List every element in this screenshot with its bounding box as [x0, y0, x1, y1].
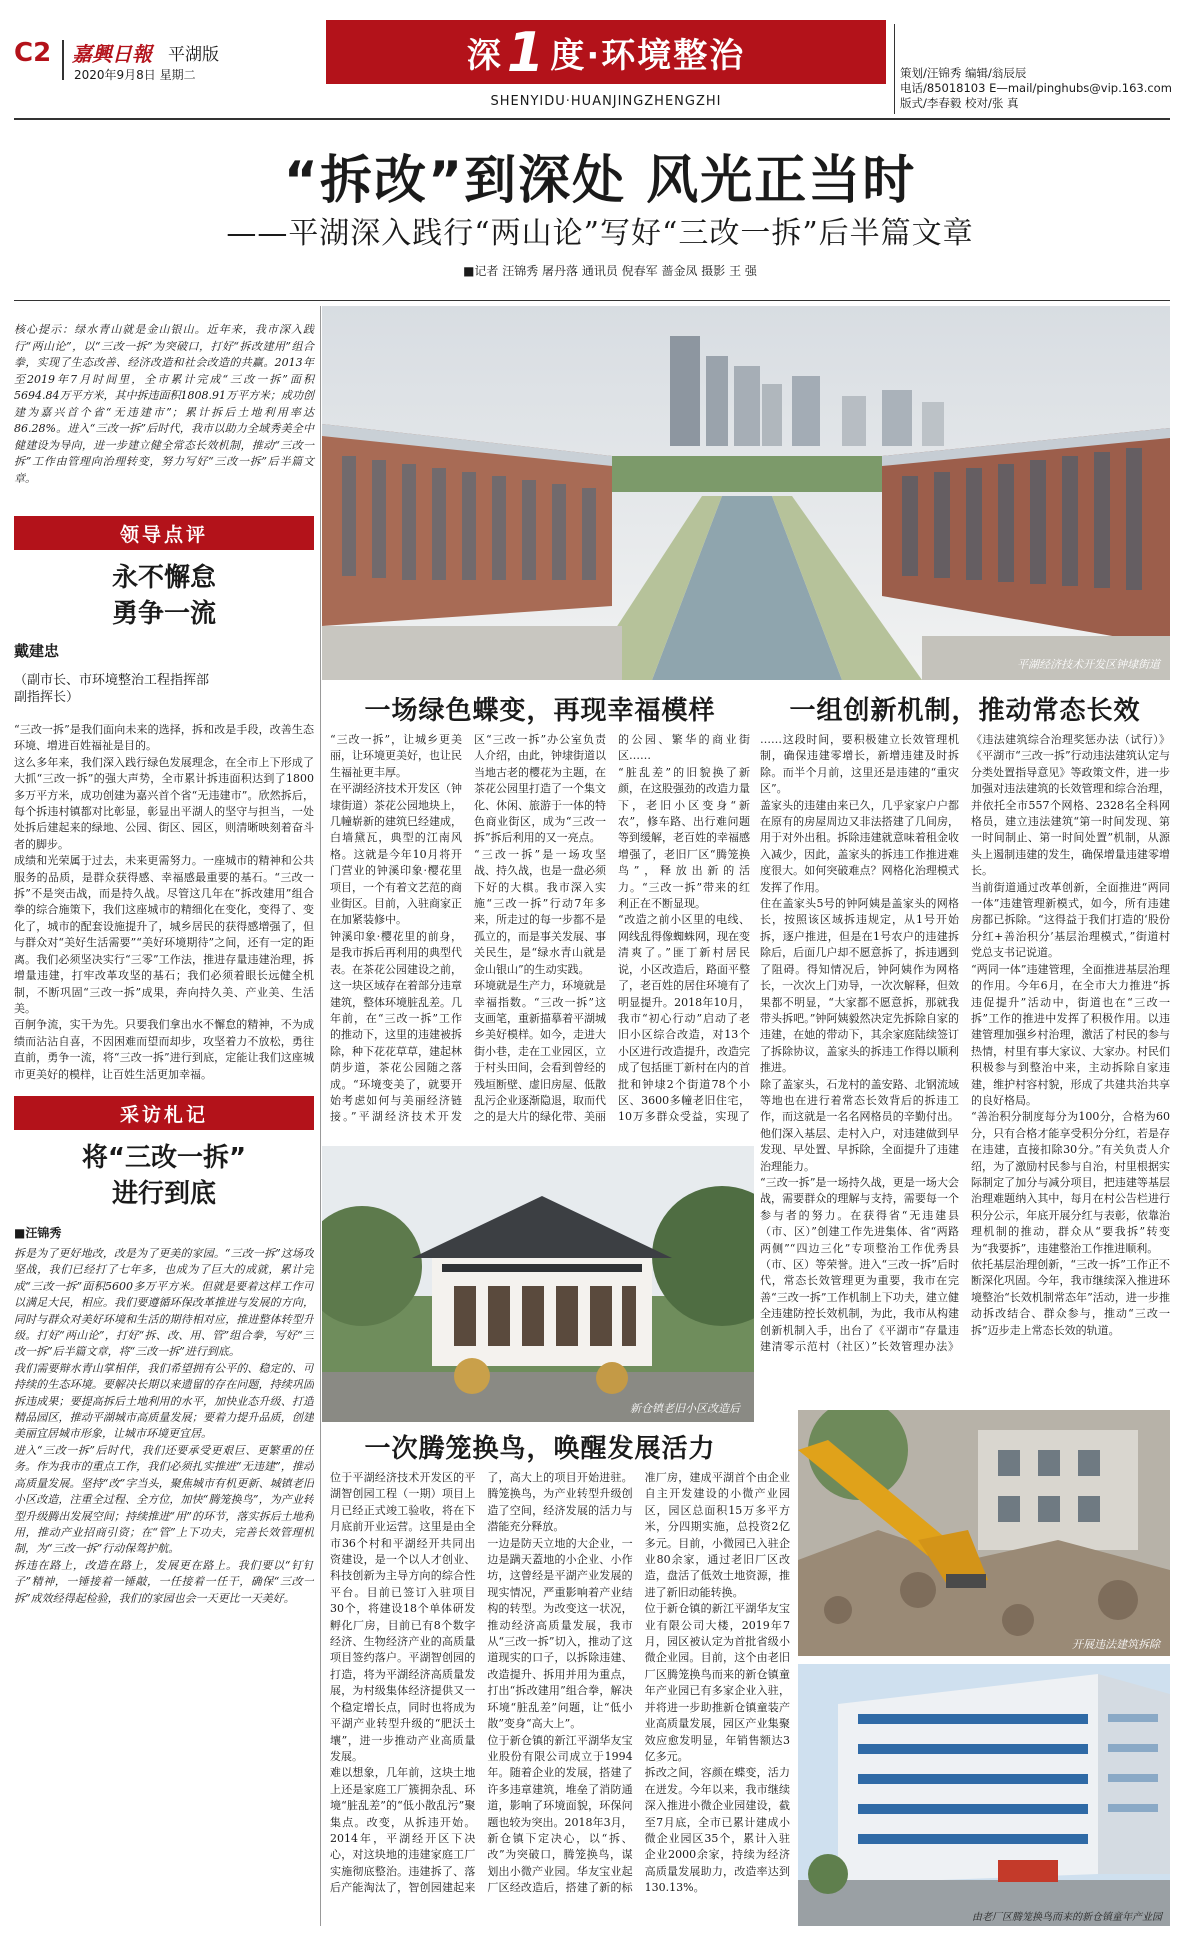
section2-body: ……这段时间，要积极建立长效管理机制，确保违建零增长，新增违建及时拆除。而半个月前，这里还是违建的“重灾区”。 盖家头的违建由来已久，几乎家家户户都在原有的房屋周边又非法搭建了几间房，用于对外出租。拆除违建就意味着租金收入减少，因此，盖家头的拆违工作推进难度很大。如何突破难点？网格化治理模式发挥了作用。 住在盖家头5号的钟阿姨是盖家头的网格长，按照该区域拆违规定，从1号开始拆，逐户推进，但是在1号农户的违建拆除后，后面几户却不愿意拆了，拆违遇到了阻碍。得知情况后，钟阿姨作为网格长，一次次上门劝导，一次次解释，但效果都不明显，“大家都不愿意拆，那就我带头拆吧。”钟阿姨毅然决定先拆除自家的违建，在她的带动下，其余家庭陆续签订了拆除协议，盖家头的拆违工作得以顺利推进。 除了盖家头，石龙村的盖安路、北钢流域等地也在进行着常态长效背后的拆违工作，而这就是一名名网格员的辛勤付出。他们深入基层、走村入户，对违建做到早发现、早处置、早拆除，全面提升了违建治理能力。 “三改一拆”是一场持久战，更是一场大会战，需要群众的理解与支持，需要每一个参与者的努力。在获得省“无违建县（市、区）”创建工作先进集体、省“两路两侧”“四边三化”专项整治工作优秀县（市、区）等荣誉。进入“三改一拆”后时代，常态长效管理更为重要，我市在完善“三改一拆”工作机制上下功夫，建立健全违建防控长效机制，为此，我市从构建创新机制入手，出台了《平湖市“存量违建清零示范村（社区）”长效管理办法》《违法建筑综合治理奖惩办法（试行）》《平湖市“三改一拆”行动违法建筑认定与分类处置指导意见》等政策文件，进一步加强对违法建筑的长效管理和综合治理，并依托全市557个网格、2328名全科网格员，建立违法建筑“第一时间发现、第一时间制止、第一时间处置”机制，从源头上遏制违建的发生，确保增量违建零增长。 当前街道通过改革创新，全面推进“两同一体”违建管理新模式，如今，所有违建房都已拆除。“这得益于我们打造的‘股份分红+善治积分’基层治理模式，”街道村党总支书记说道。 “两同一体”违建管理，全面推进基层治理的作用。今年6月，在全市大力推进“拆违促提升”活动中，街道也在“三改一拆”工作的推进中发挥了积极作用。以违建管理加强乡村治理，激活了村民的参与热情，村里有事大家议、大家办。村民们积极参与到整治中来，主动拆除自家违建，维护村容村貌，形成了共建共治共享的良好格局。 “善治积分制度每分为100分，合格为60分，只有合格才能享受积分分红，若是存在违建，直接扣除30分。”有关负责人介绍，为了激励村民参与自治，村里根据实际制定了加分与减分项目，把违建等基层治理难题纳入其中，每月在村公告栏进行积分公示，年底开展分红与表彰，依靠治理机制的推动，群众从“要我拆”转变为“我要拆”，违建整治工作推进顺利。 依托基层治理创新，“三改一拆”工作正不断深化巩固。今年，我市继续深入推进环境整治“长效机制常态年”活动，进一步推动拆改结合、群众参与，推动“三改一拆”迈步走上常态长效的轨道。	[760, 733, 1170, 1354]
banner-pinyin: SHENYIDU·HUANJINGZHENGZHI	[490, 94, 722, 109]
section1-body: “三改一拆”，让城乡更美丽，让环境更美好，也让民生福祉更丰厚。 在平湖经济技术开发区（钟埭街道）茶花公园地块上，几幢崭新的建筑巳经建成，白墙黛瓦，典型的江南风格。这就是今年10月将开门营业的钟溪印象·樱花里项目，一个有着文艺范的商业街区。目前，入驻商家正在加紧装修中。 钟溪印象·樱花里的前身，是我市拆后再利用的典型代表。在茶花公园建设之前，这一块区域存在着部分违章建筑，整体环境脏乱差。几年前，在“三改一拆”工作的推动下，这里的违建被拆除，种下花花草草，建起林荫步道，茶花公园随之落成。“环境变美了，就要开始考虑如何与美丽经济链接。”平湖经济技术开发区“三改一拆”办公室负责人介绍，由此，钟埭街道以当地古老的樱花为主题，在茶花公园里打造了一个集文化、休闲、旅游于一体的特色商业街区，成为“三改一拆”拆后利用的又一亮点。 “三改一拆”是一场攻坚战、持久战，也是一盘必须下好的大棋。我市深入实施“三改一拆”行动7年多来，所走过的每一步都不是孤立的，而是事关发展、事关民生，是“绿水青山就是金山银山”的生动实践。 环境就是生产力，环境就是幸福指数。“三改一拆”这支画笔，重新描摹着平湖城乡美好模样。如今，走进大街小巷，走在工业园区，立于村头田间，会看到曾经的残垣断壁、虚旧房屋、低散乱污企业逐渐隐退，取而代之的是大片的绿化带、美丽的公园、繁华的商业街区…… “脏乱差”的旧貌换了新颜，在这股强劲的改造力量下，老旧小区变身“新农”，修车路、出行难问题等到缓解，老百姓的幸福感增强了，老旧厂区“腾笼换鸟”，释放出新的活力。“三改一拆”带来的红利正在不断显现。 “改造之前小区里的电线、网线乱得像蜘蛛网，现在变清爽了。”匪丁新村居民说，小区改造后，路面平整了，老百姓的居住环境有了明显提升。2018年10月，我市“初心行动”启动了老旧小区综合改造，对13个小区进行改造提升，改造完成了包括匪丁新村在内的首批和钟埭2个街道78个小区、3600多幢老旧住宅，10万多群众受益，实现了	[330, 733, 750, 1124]
photo-excavator-demolition	[798, 1410, 1170, 1656]
leader-comment-title-2: 勇争一流	[111, 599, 216, 629]
edition-name: 平湖版	[168, 45, 219, 65]
leader-comment-title-1: 永不懈怠	[111, 563, 216, 593]
left-column-divider	[320, 306, 321, 1926]
interview-notes-tag: 采访札记	[14, 1096, 314, 1130]
leader-comment-tag: 领导点评	[14, 516, 314, 550]
main-headline: “拆改”到深处 风光正当时	[283, 151, 917, 211]
banner-char-deep: 深	[466, 35, 503, 76]
leader-comment-author: 戴建忠	[14, 642, 60, 660]
banner-char-degree: 度·	[550, 35, 602, 76]
section-banner	[326, 20, 886, 84]
photo-excavator-caption: 开展违法建筑拆除	[1072, 1638, 1160, 1651]
credits-divider	[894, 24, 895, 114]
issue-date: 2020年9月8日 星期二	[74, 68, 196, 82]
photo-industrial-park-building	[798, 1664, 1170, 1926]
masthead-rule	[14, 118, 1170, 120]
interview-notes-author: ■汪锦秀	[14, 1226, 62, 1240]
core-summary: 核心提示：绿水青山就是金山银山。近年来，我市深入践行“两山论”，以“三改一拆”为突破口，打好“拆改建用”组合拳，实现了生态改善、经济改造和社会改造的共赢。2013年至2019年7月时间里，全市累计完成“三改一拆”面积5694.84万平方米，其中拆违面积1808.91万平方米；成功创建为嘉兴首个省“无违建市”；累计拆后土地利用率达86.28%。进入“三改一拆”后时代，我市以助力全域秀美全中健建设为导向，进一步建立健全常态长效机制，推动“三改一拆”工作由管理向治理转变，努力写好“三改一拆”后半篇文章。	[14, 323, 314, 485]
interview-notes-title-2: 进行到底	[111, 1179, 216, 1209]
photo-renovated-residence	[322, 1146, 754, 1422]
section2-title: 一组创新机制，推动常态长效	[789, 696, 1141, 726]
photo-industrial-park-caption: 由老厂区腾笼换鸟而来的新仓镇童年产业园	[972, 1912, 1162, 1923]
main-photo-cityscape	[322, 306, 1170, 680]
photo-renovated-residence-caption: 新仓镇老旧小区改造后	[630, 1402, 740, 1415]
main-photo-caption: 平湖经济技术开发区钟埭街道	[1017, 658, 1160, 671]
headline-rule	[14, 300, 1170, 301]
leader-comment-body: “三改一拆”是我们面向未来的选择，拆和改是手段，改善生态环境、增进百姓福祉是目的。 这么多年来，我们深入践行绿色发展理念，在全市上下形成了大抓“三改一拆”的强大声势，全市累计拆违面积达到了1800多万平方米，成功创建为嘉兴首个省“无违建市”。欣然拆后，每个拆违村镇都对比彰显，彰显出平湖人的坚守与担当，一处处拆后建起来的绿地、公园、街区、园区，则清晰映刻着奋斗者的脚步。 成绩和光荣属于过去，未来更需努力。一座城市的精神和公共服务的品质，是群众获得感、幸福感最重要的基石。“三改一拆”不是突击战，而是持久战。尽管这几年在“拆改建用”组合拳的综合施策下，我们这座城市的精细化在变化，变得了、变化了，城市的配套设施提升了，城乡居民的获得感增强了，但与群众对“美好生活需要”“美好环境期待”之间，还有一定的距离。我们必须坚决实行“三零”工作法，推进存量违建治理，拆增量违建，打牢改革攻坚的基石；我们必须着眼长远健全机制，不断巩固“三改一拆”成果，奔向持久美、产业美、生活美。 百舸争流，实干为先。只要我们拿出水不懈怠的精神，不为成绩而沾沾自喜，不因困难而望而却步，攻坚着力不放松，勇往直前，勇争一流，将“三改一拆”进行到底，定能让我们这座城市更美好的模样，让百姓生活更加幸福。	[14, 723, 314, 1081]
section1-title: 一场绿色蝶变，再现幸福模样	[364, 696, 716, 726]
section3-title: 一次腾笼换鸟，唤醒发展活力	[364, 1434, 716, 1464]
newspaper-brand: 嘉興日報	[72, 42, 152, 66]
leader-comment-role: （副市长、市环境整治工程指挥部 副指挥长）	[14, 673, 210, 705]
editorial-credits: 策划/汪锦秀 编辑/翁辰辰 电话/85018103 E—mail/pinghubs@vip.163.com 版式/李春毅 校对/张 真	[900, 66, 1172, 110]
banner-topic: 环境整治	[601, 35, 746, 76]
main-subheadline: ——平湖深入践行“两山论”写好“三改一拆”后半篇文章	[226, 216, 974, 251]
main-byline: ■记者 汪锦秀 屠丹落 通讯员 倪春军 蔷金凤 摄影 王 强	[463, 264, 757, 278]
interview-notes-body: 拆是为了更好地改，改是为了更美的家园。“三改一拆”这场攻坚战，我们已经打了七年多，也成为了巨大的成就，累计完成“三改一拆”面积5600多万平方米。但就是要着这样工作可以满足大民，相应。我们要遵循环保改革推进与发展的方向，同时与群众对美好环境和生活的期待相对应，推进整体转型升级。打好“两山论”，打好“拆、改、用、管”组合拳，写好“三改一拆”后半篇文章，将“三改一拆”进行到底。 我们需要辩水青山掌相伴，我们希望拥有公平的、稳定的、可持续的生态环境。要解决长期以来遗留的存在问题，持续巩固拆违成果；要提高拆后土地利用的水平，加快业态升级、打造精品园区，推动平湖城市高质量发展；要着力提升品质，创建美丽宜居城市形象，让城市环境更宜居。 进入“三改一拆”后时代，我们还要承受更艰巨、更繁重的任务。作为我市的重点工作，我们必须扎实推进“无违建”，推动高质量发展。坚持“改”字当头，聚焦城市有机更新、城镇老旧小区改造，注重全过程、全方位，加快“腾笼换鸟”，为产业转型升级腾出发展空间；持续推进“用”的环节，落实拆后土地利用，推动产业招商引资；在“管”上下功夫，完善长效管理机制，为“三改一拆”行动保驾护航。 拆违在路上，改造在路上，发展更在路上。我们要以“钉钉子”精神，一锤接着一锤敲，一任接着一任干，确保“三改一拆”成效经得起检验，我们的家园也会一天更比一天美好。	[14, 1247, 314, 1605]
interview-notes-title-1: 将“三改一拆”	[81, 1143, 247, 1173]
page-number: C2	[14, 38, 52, 68]
masthead-divider-vertical	[62, 40, 64, 80]
section3-body: 位于平湖经济技术开发区的平湖智创园工程（一期）项目上月已经正式竣工验收，将在下月底前开业运营。这里是由全市36个村和平湖经开共同出资建设，是一个以人才创业、科技创新为主导方向的综合性平台。目前已签订入驻项目30个，将建设18个单体研发孵化厂房，目前已有8个数字经济、生物经济产业的高质量项目签约落户。平湖智创园的打造，将为平湖经济高质量发展，为村级集体经济提供又一个稳定增长点，同时也将成为平湖产业转型升级的“肥沃土壤”，进一步推动产业高质量发展。 难以想象，几年前，这块土地上还是家庭工厂簇拥杂乱、环境“脏乱差”的“低小散乱污”聚集点。改变，从拆违开始。2014年，平湖经开区下决心，对这块地的违建家庭工厂实施彻底整治。违建拆了、落后产能淘汰了，智创园建起来了，高大上的项目开始进驻。腾笼换鸟，为产业转型升级创造了空间，经济发展的活力与潜能充分释放。 一边是防天立地的大企业，一边是蹒天蓋地的小企业、小作坊，这曾经是平湖产业发展的现实情况，严重影响着产业结构的转型。为改变这一状况，推动经济高质量发展，我市从“三改一拆”切入，推动了这道现实的口子，以拆除违建、改造提升、拆用并用为重点，打出“拆改建用”组合拳，解决环境“脏乱差”问题，让“低小散”变身“高大上”。 位于新仓镇的新江平湖华友宝业股份有限公司成立于1994年。随着企业的发展，搭建了许多违章建筑，堆垒了消防通道，影响了环境面貌，环保问题也较为突出。2018年3月，新仓镇下定决心，以“拆、改”为突破口，腾笼换鸟，谋划出小微产业园。华友宝业起厂区经改造后，搭建了新的标准厂房，建成平湖首个由企业自主开发建设的小微产业园区，园区总面积15万多平方米，分四期实施，总投资2亿多元。目前，小微园已入驻企业80余家，通过老旧厂区改造，盘活了低效土地资源，推进了新旧动能转换。 位于新仓镇的新江平湖华友宝业有限公司大楼，2019年7月，园区被认定为首批省级小微企业园。目前，这个由老旧厂区腾笼换鸟而来的新仓镇童年产业园已有多家企业入驻，并将进一步助推新仓镇童装产业高质量发展，园区产业集聚效应愈发明显，年销售额达3亿多元。 拆改之间，容颜在蝶变，活力在迸发。今年以来，我市继续深入推进小微企业园建设，截至7月底，全市已累计建成小微企业园区35个，累计入驻企业2000余家，持续为经济高质量发展助力，改造率达到130.13%。	[330, 1471, 790, 1895]
banner-number: 1	[506, 20, 547, 84]
